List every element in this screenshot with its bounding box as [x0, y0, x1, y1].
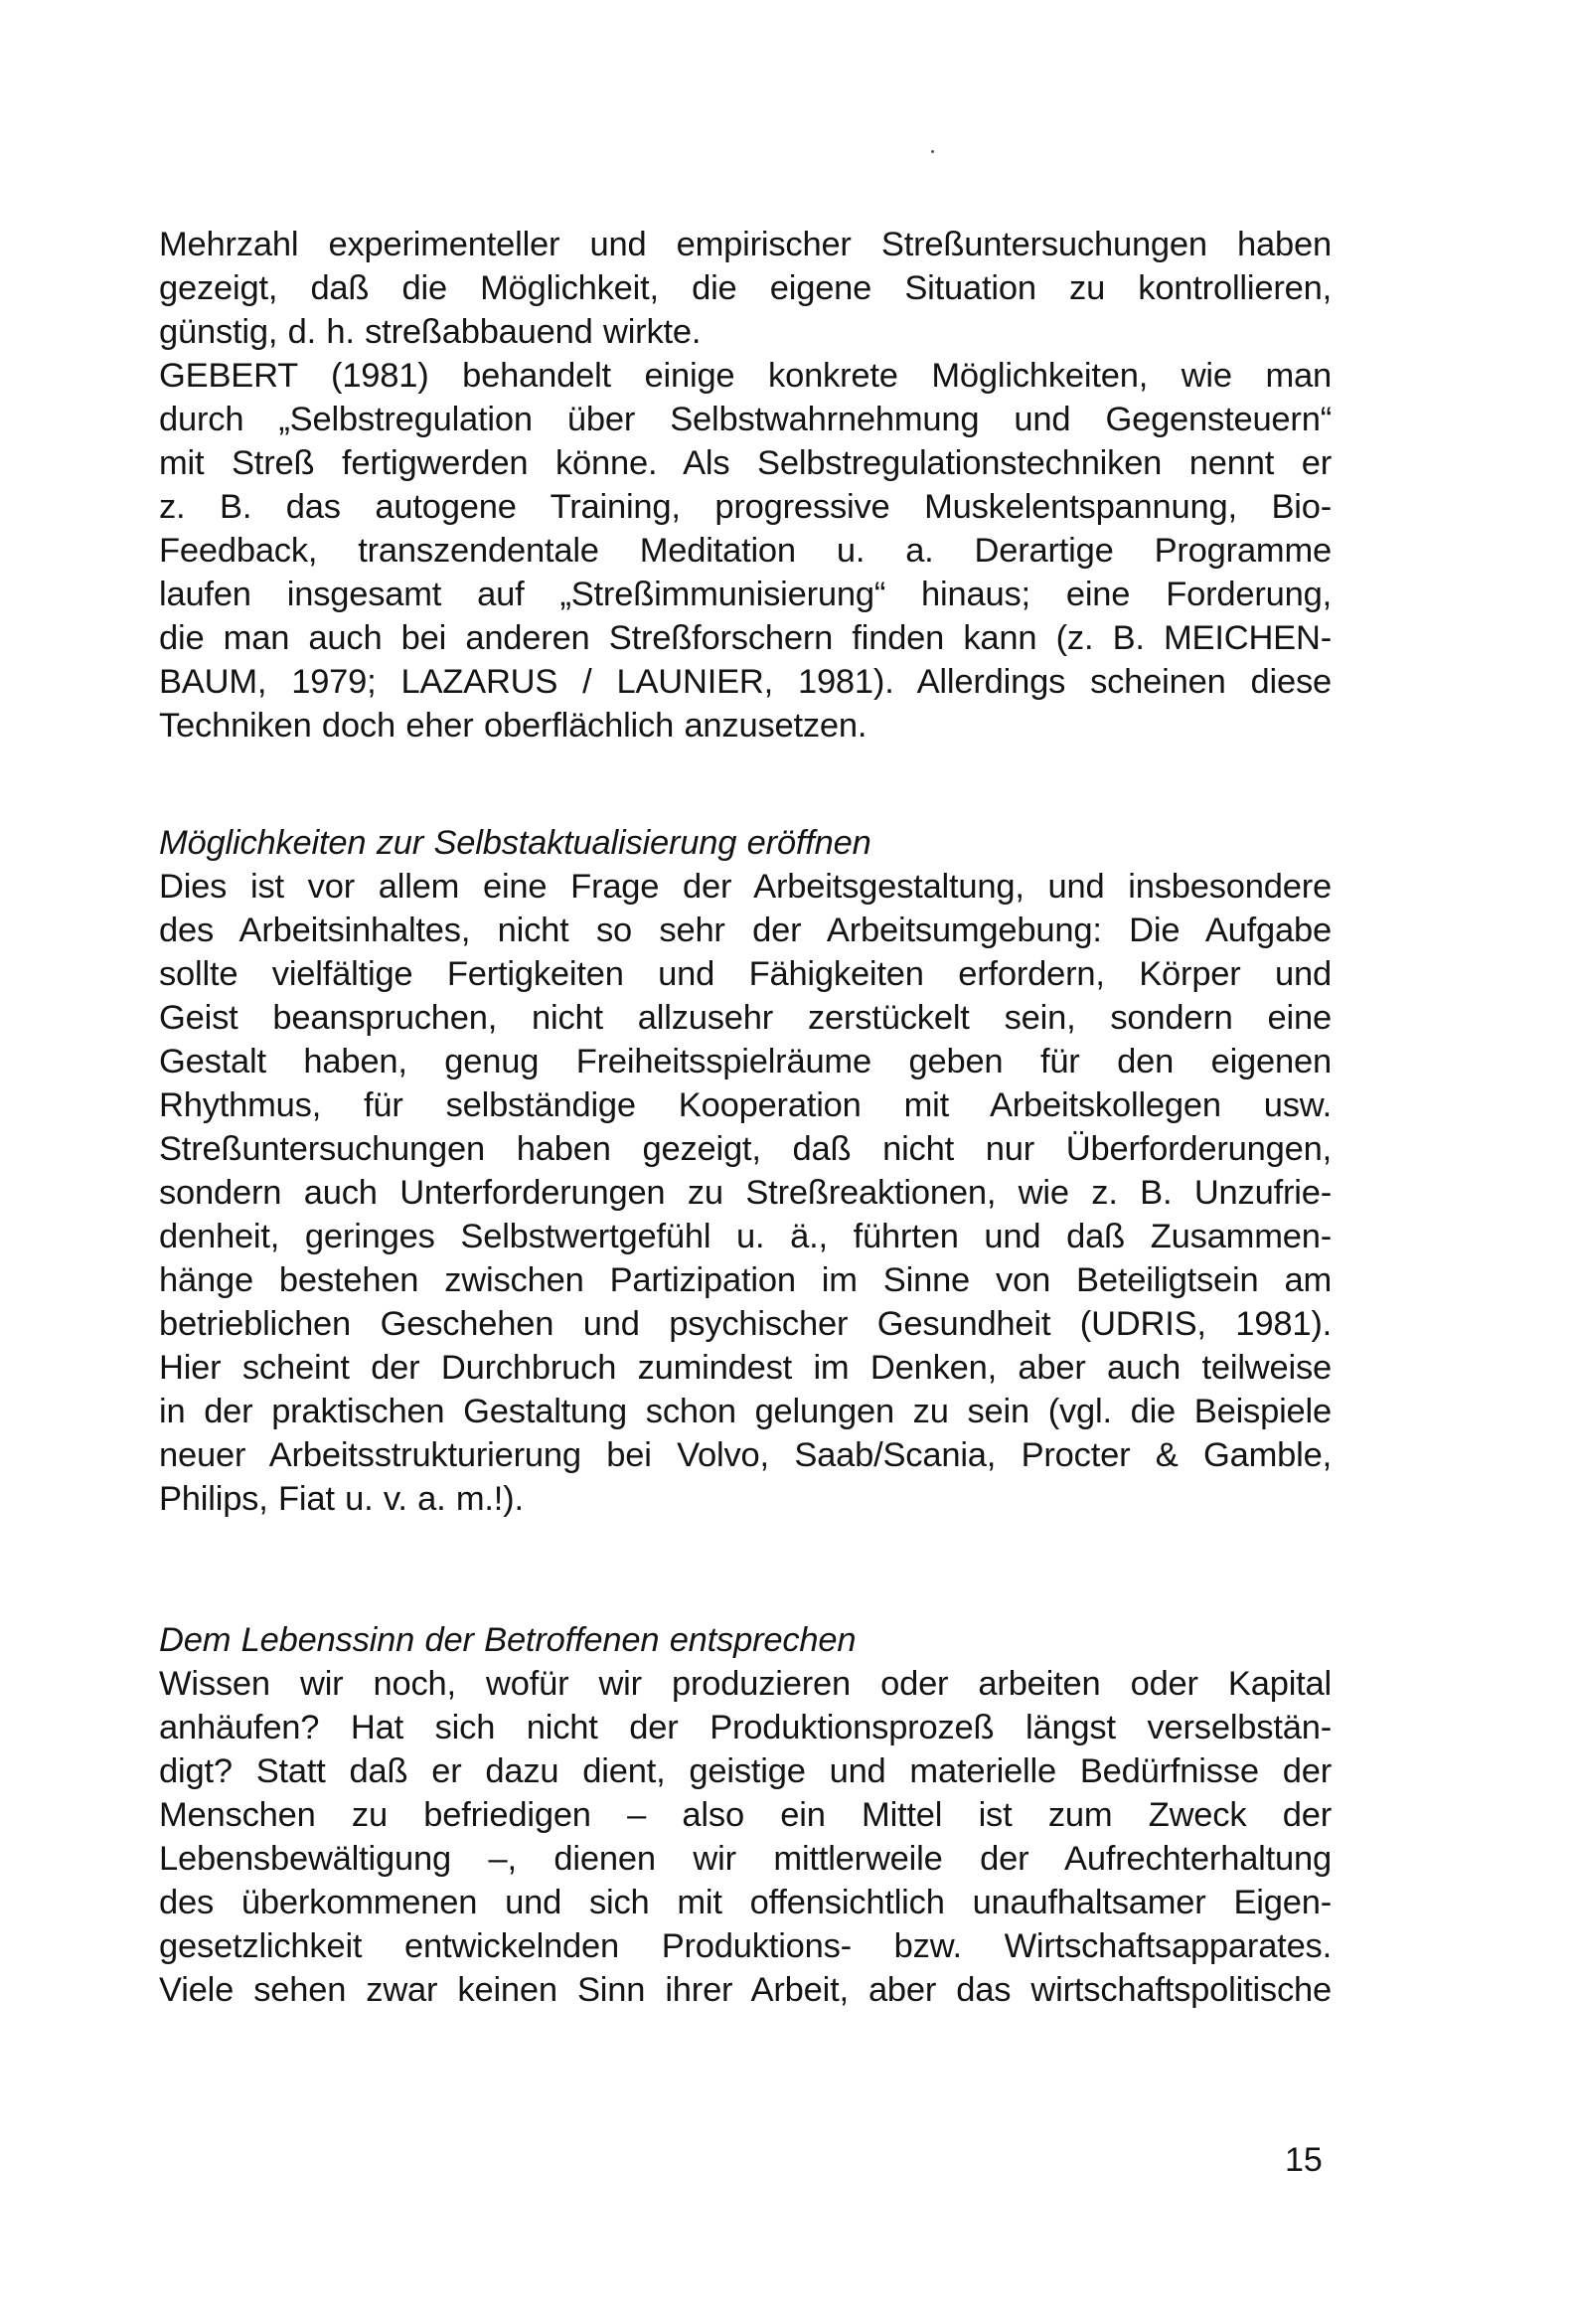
text-line: sondern auch Unterforderungen zu Streßreaktionen, wie z. B. Unzufrie-	[159, 1174, 1332, 1212]
text-line: Hier scheint der Durchbruch zumindest im Denken, aber auch teilweise	[159, 1349, 1332, 1387]
text-line: sollte vielfältige Fertigkeiten und Fähigkeiten erfordern, Körper und	[159, 955, 1332, 993]
text-line: mit Streß fertigwerden könne. Als Selbstregulationstechniken nennt er	[159, 444, 1332, 482]
text-block-intro	[159, 223, 1332, 747]
section-heading: Möglichkeiten zur Selbstaktualisierung eröffnen	[159, 824, 871, 862]
text-line: Gestalt haben, genug Freiheitsspielräume geben für den eigenen	[159, 1043, 1332, 1080]
text-line: neuer Arbeitsstrukturierung bei Volvo, Saab/Scania, Procter & Gamble,	[159, 1436, 1332, 1474]
text-line: Wissen wir noch, wofür wir produzieren oder arbeiten oder Kapital	[159, 1665, 1332, 1703]
text-line: BAUM, 1979; LAZARUS / LAUNIER, 1981). Allerdings scheinen diese	[159, 663, 1332, 701]
text-line: des Arbeitsinhaltes, nicht so sehr der Arbeitsumgebung: Die Aufgabe	[159, 912, 1332, 949]
text-line: durch „Selbstregulation über Selbstwahrnehmung und Gegensteuern“	[159, 401, 1332, 438]
text-line: digt? Statt daß er dazu dient, geistige und materielle Bedürfnisse der	[159, 1752, 1332, 1790]
text-line: gezeigt, daß die Möglichkeit, die eigene Situation zu kontrollieren,	[159, 269, 1332, 307]
text-line: Feedback, transzendentale Meditation u. a. Derartige Programme	[159, 532, 1332, 570]
print-speck	[931, 150, 934, 153]
text-line: laufen insgesamt auf „Streßimmunisierung“ hinaus; eine Forderung,	[159, 576, 1332, 613]
section-heading: Dem Lebenssinn der Betroffenen entsprechen	[159, 1621, 857, 1659]
text-line: in der praktischen Gestaltung schon gelungen zu sein (vgl. die Beispiele	[159, 1393, 1332, 1430]
text-line: die man auch bei anderen Streßforschern finden kann (z. B. MEICHEN-	[159, 619, 1332, 657]
text-line: Rhythmus, für selbständige Kooperation mit Arbeitskollegen usw.	[159, 1086, 1332, 1124]
text-line: GEBERT (1981) behandelt einige konkrete Möglichkeiten, wie man	[159, 357, 1332, 395]
section-lebenssinn	[159, 1618, 1332, 2012]
page-number: 15	[1285, 2141, 1323, 2179]
text-line: Menschen zu befriedigen – also ein Mittel ist zum Zweck der	[159, 1796, 1332, 1834]
text-line: Viele sehen zwar keinen Sinn ihrer Arbeit, aber das wirtschaftspolitische	[159, 1971, 1332, 2009]
text-line: Mehrzahl experimenteller und empirischer Streßuntersuchungen haben	[159, 226, 1332, 263]
text-line: Dies ist vor allem eine Frage der Arbeitsgestaltung, und insbesondere	[159, 868, 1332, 906]
text-line: hänge bestehen zwischen Partizipation im Sinne von Beteiligtsein am	[159, 1261, 1332, 1299]
text-line: gesetzlichkeit entwickelnden Produktions- bzw. Wirtschaftsapparates.	[159, 1927, 1332, 1965]
text-line: betrieblichen Geschehen und psychischer Gesundheit (UDRIS, 1981).	[159, 1305, 1332, 1343]
text-line: günstig, d. h. streßabbauend wirkte.	[159, 313, 702, 351]
text-line: Geist beanspruchen, nicht allzusehr zerstückelt sein, sondern eine	[159, 999, 1332, 1037]
text-line: z. B. das autogene Training, progressive Muskelentspannung, Bio-	[159, 488, 1332, 526]
text-line: Streßuntersuchungen haben gezeigt, daß nicht nur Überforderungen,	[159, 1130, 1332, 1168]
section-selbstaktualisierung	[159, 821, 1332, 1521]
text-line: des überkommenen und sich mit offensichtlich unaufhaltsamer Eigen-	[159, 1884, 1332, 1921]
text-line: denheit, geringes Selbstwertgefühl u. ä., führten und daß Zusammen-	[159, 1218, 1332, 1255]
text-line: Philips, Fiat u. v. a. m.!).	[159, 1480, 524, 1518]
text-line: Lebensbewältigung –, dienen wir mittlerweile der Aufrechterhaltung	[159, 1840, 1332, 1878]
text-line: Techniken doch eher oberflächlich anzusetzen.	[159, 707, 867, 745]
text-line: anhäufen? Hat sich nicht der Produktionsprozeß längst verselbstän-	[159, 1709, 1332, 1746]
